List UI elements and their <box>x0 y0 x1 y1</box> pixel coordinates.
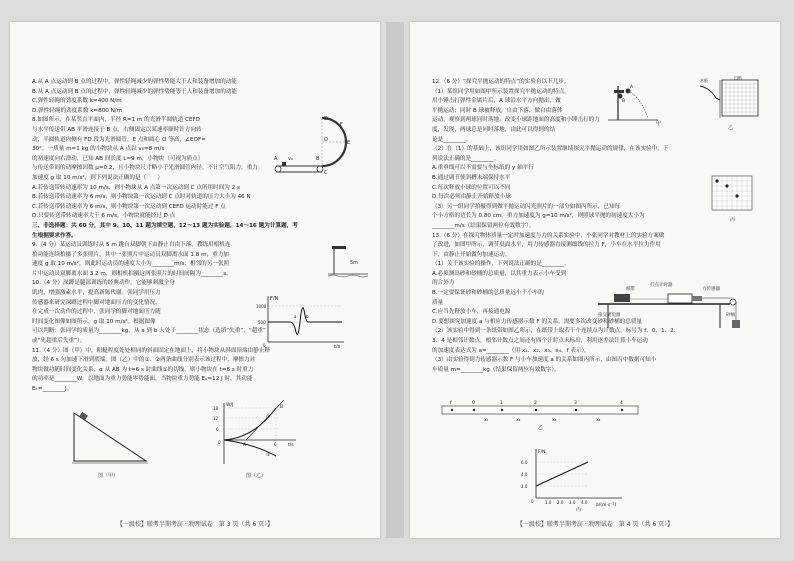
segment-x3: x₃ <box>552 418 557 423</box>
origin: 0 <box>263 343 266 348</box>
question-11-line: Eₖ=________J。 <box>32 386 73 392</box>
question-12-line: ________m/s（结果保留两位有效数字）。 <box>432 222 535 229</box>
y-axis-label: W/J <box>226 403 234 408</box>
question-8-line: 的初速度向右滑动，已知 AB 间长度 L=9 m，小物块（可视为质点） <box>32 155 204 162</box>
question-11-line: 11.（4 分）图（甲）中，粗糙程度处处相同的斜面固定在地面上，将小物块从斜面顶端由静止释 <box>32 347 270 354</box>
figure-12-bing <box>710 174 754 214</box>
question-12-line: 度，发现，两球总是同时落地，由此可以得到的结 <box>432 126 556 133</box>
tick-0: 0 <box>472 401 475 406</box>
page-footer: 【一级校】联考半期考高三物理试卷 第 3 页（共 6 页）】 <box>116 521 274 528</box>
text-line: C.弹性轻绳的劲度系数 k=400 N/m <box>32 98 122 105</box>
y-axis-label: F/N <box>270 296 279 302</box>
question-13-line: （1）关于该实验的操作，下列说法正确的是________。 <box>432 261 570 268</box>
label-a: A <box>630 85 634 90</box>
figure-12-yi <box>696 76 762 122</box>
page-3 <box>10 22 380 538</box>
option-b-cont: 质量 <box>432 299 444 306</box>
question-8-line: 8.如图所示，在某竖直平面内，半径 R=1 m 的光滑半圆轨道 CEFD <box>32 117 201 124</box>
question-13-line: 了改进，如图甲所示，调节桌面水平，用力传感器直接测细线的拉力 F，小车在水平拉力作用 <box>432 242 661 249</box>
figure-13-yi-tape <box>440 400 640 424</box>
option-b: B.通过调节使斜槽末端保持水平 <box>432 174 511 181</box>
label-c: C <box>324 170 328 176</box>
question-9-line: 拍功能连续拍摄了多张照片，其中一张照片中运动员双脚离水面 1.8 m，重力加 <box>32 251 229 258</box>
x-tick-3: 3.0 <box>569 500 576 505</box>
figure-11-yi-caption: 图（乙） <box>246 473 267 479</box>
figure-13-bing-caption: 丙 <box>576 507 582 513</box>
question-9-line: 速度 g 取 10 m/s²，则此时运动员的速度大小为________m/s；相邻的另一张照 <box>32 261 230 268</box>
question-10-line: 在完成一次动作的过程中，张同学的脚对地面压力随 <box>32 309 161 316</box>
question-12-line: （3）另一组同学拍摄得到做平抛运动闪光照片的一部分如图丙所示，已知每 <box>432 203 621 210</box>
segment-x4: x₄ <box>596 418 601 423</box>
section-heading: 生根据要求作答。 <box>32 232 77 239</box>
figure-13-yi-caption: 乙 <box>538 425 544 431</box>
question-10-line: 时间变化图像如图所示，g 取 10 m/s²。根据图像 <box>32 318 156 325</box>
x-axis-label: t/s <box>334 344 341 348</box>
y-tick: 1000 <box>256 304 267 309</box>
figure-11-incline <box>70 407 150 467</box>
binding-gutter <box>386 22 404 538</box>
option-a: A.重垂线可以不需要与坐标纸的 y 轴平行 <box>432 165 534 172</box>
option-d: D.只要传送带转动速率大于 6 m/s，小物块就能经过 D 点 <box>32 213 176 220</box>
question-10-line: 传感器来研究深蹲过程中脚对地面压力的变化情况， <box>32 299 161 306</box>
question-10-line: 可以判断：张同学的质量为________kg，从 a 到 b 人处于________状态（选填“失重”、“超重” <box>32 328 266 335</box>
question-13-line: 3、4 是相邻计数点，相邻计数点之间还有四个计时点未标出，利用逐差法计算小车运动 <box>432 338 648 345</box>
question-11-line: 放，经 6 s 匀加速下滑到底端。图（乙）中的①、②两条曲线分别表示该过程中，摩擦力对 <box>32 357 256 364</box>
question-11-line: 的功率是________W。以地面为重力势能零势能面，当物块重力势能 Eₚ=12 J 时，其动能 <box>32 376 253 383</box>
x-tick-4: 4.0 <box>581 500 588 505</box>
question-8-line: 加速度 g 取 10 m/s²，则下列说法正确的是（ ） <box>32 174 163 181</box>
question-12-line: 列说法正确的是________。 <box>432 155 500 162</box>
tick-3: 3 <box>574 401 577 406</box>
tick-2: 2 <box>534 401 537 406</box>
figure-11-work-graph <box>210 400 300 466</box>
label-board: 木板 <box>700 78 708 83</box>
figure-bing-caption: 丙 <box>730 217 736 223</box>
x-axis-label: t/s <box>288 443 294 448</box>
label-b: B <box>316 156 320 162</box>
question-13-line: 13.（6 分）在探究物体质量一定时加速度与力的关系实验中，小张同学对教材上的实验方案做 <box>432 232 665 239</box>
origin: 0 <box>531 499 534 504</box>
curve-2: ② <box>266 453 271 458</box>
y-tick-6: 6.0 <box>521 460 528 465</box>
question-13-line: （3）由实验得到力传感器示数 F 与小车加速度 a 的关系如图丙所示，由图丙中数据可知小 <box>432 357 657 364</box>
question-8-line: 30°。一质量 m=1 kg 的小物块从 A 点以 v₀=8 m/s <box>32 146 165 153</box>
option-a: A.必须测出砂和砂桶的总质量，以其重力表示小车受到 <box>432 270 567 277</box>
question-12-line: 运动。观察到两球同时落地，改变小球距地面的高度和小锤击打的力 <box>432 117 600 124</box>
option-a: A.若传送带转动速率为 10 m/s，则小物块从 A 点第一次运动到 C 点所用时间为 2 s <box>32 184 240 191</box>
figure-9-platform <box>328 244 368 280</box>
point-a: A <box>243 443 247 448</box>
label-paper: 白纸 <box>734 76 742 80</box>
y-tick-4: 4.0 <box>521 472 528 477</box>
question-12-line: 12.（6 分）“探究平抛运动的特点”的实验有以下几步。 <box>432 79 570 85</box>
y-tick-2: 2.0 <box>521 484 528 489</box>
text-line: B.从 A 点运动到 B 点的过程中，弹性轻绳减少的弹性势能等于人和装备增加的动能 <box>32 88 237 95</box>
question-11-line: 物块做功随时间变化关系，α 从 AB 为 t=6 s 时曲线①的切线，则小物块在 t=6 s 时重力 <box>32 366 254 373</box>
figure-jia-caption: 甲 <box>656 121 662 127</box>
option-b: B.若传送带转动速率为 6 m/s，则小物块第一次运动到 C 点时对轨道的压力大小为 46 N <box>32 194 251 201</box>
question-8-line: 动，半圆轨道内侧有 FD 段为光滑圆管，E 点和圆心 O 等高，∠EOF= <box>32 136 206 143</box>
x-tick-1: 1.0 <box>545 500 552 505</box>
y-tick-6: 6 <box>216 427 219 432</box>
segment-x2: x₂ <box>516 418 521 423</box>
question-10-line: 肌肉，增强激素水平，提高新陈代谢。张同学用压力 <box>32 290 161 297</box>
tick-1: 1 <box>500 401 503 406</box>
option-d: D.每次必须由静止开始释放小球 <box>432 194 511 201</box>
question-13-line: （2）该实验中得到一条纸带如图乙所示，在纸带上取若干个连续点为计数点，标号为 f、0、1、2、 <box>432 328 680 335</box>
tick-4: 4 <box>620 401 623 406</box>
question-12-line: 平抛运动；同时 B 球被释放，自由下落，做自由落体 <box>432 107 563 114</box>
question-13-line: 的加速度表达式为 a=________（用 x₁、x₂、x₃、x₄、f 表示）。 <box>432 347 590 354</box>
question-8-line: 与传送带间的动摩擦因数 μ=0.2，且小物块尺寸略小于光滑圆管内径。不计空气阻力，重力 <box>32 165 258 172</box>
figure-yi-caption: 乙 <box>728 125 734 131</box>
x-tick-6: 6 <box>274 442 277 447</box>
question-12-line: （1）某组同学用如图甲所示装置探究平抛运动的特点。 <box>432 88 570 95</box>
label-o: O <box>324 137 328 143</box>
question-9-line: 9.（4 分）某运动员训练时从 5 m 跳台双脚朝下由静止自由下落，教练用相机连 <box>32 242 231 249</box>
point-b: b <box>306 314 309 319</box>
question-13-line: 下，由静止开始做匀加速运动。 <box>432 251 511 258</box>
x-axis-label: a/(m·s⁻²) <box>596 503 617 508</box>
option-c: C.每次释放小球的位置可以不同 <box>432 184 511 191</box>
question-9-line: 片中运动员双脚离水面 3.2 m，则相机拍摄这两张照片的时间间隔为________s。 <box>32 270 232 277</box>
figure-12-jia <box>608 82 658 122</box>
tick-f: f <box>450 401 452 406</box>
figure-11-jia-caption: 图（甲） <box>98 473 119 479</box>
question-12-line: （2）在（1）的基础上，该组同学用如图乙所示装置继续探究平抛运动的规律，在该实验中，下 <box>432 146 669 153</box>
segment-x1: x₁ <box>484 418 489 423</box>
point-b: B <box>280 405 284 410</box>
section-heading: 三、非选择题：共 60 分，其中 9、10、11 题为填空题，12～13 题为实验题，14～16 题为计算题，考 <box>32 222 298 229</box>
option-d: D.要想探究加速度 a 与相应力传感器示数 F 的关系，需要多次改变砂和砂桶的总质量 <box>432 318 643 325</box>
label-e: E <box>347 140 351 146</box>
text-line: A.从 A 点运动到 B 点的过程中，弹性轻绳减少的弹性势能大于人和装备增加的动能 <box>32 79 237 85</box>
question-12-line: 个小方格的边长为 0.80 cm，重力加速度为 g=10 m/s²，则照球平抛的初速度大小为 <box>432 213 645 220</box>
label-timer: 打点计时器 <box>650 283 673 288</box>
figure-10-force-graph <box>256 292 348 348</box>
question-10-line: 10.（4 分）深蹲是腿部训练的经典动作，它能够刺激全身 <box>32 280 175 287</box>
label-b: B <box>622 99 626 104</box>
label-sensor: 力传感器 <box>702 287 720 292</box>
figure-13-bing-graph <box>518 446 628 508</box>
option-b: B.一定要保证砂和砂桶的总质量远小于小车的 <box>432 290 544 297</box>
question-8-line: 与水平传送带 AB 平滑连接于 B 点，右侧固定以某速率顺时针方向转 <box>32 126 202 133</box>
label-d: D <box>324 116 328 122</box>
text-line: D.弹性轻绳的劲度系数 k=800 N/m <box>32 107 123 114</box>
question-10-line: 或“先超重后失重”）。 <box>32 338 86 345</box>
figure-8-track <box>272 114 352 176</box>
option-a-cont: 的合外力 <box>432 280 455 287</box>
label-5m: 5m <box>350 260 359 266</box>
label-tape: 纸带 <box>626 287 635 292</box>
y-tick-0: 0 <box>218 440 221 445</box>
page-4 <box>410 22 780 538</box>
y-tick: 500 <box>258 320 266 325</box>
x-tick-2: 2.0 <box>557 500 564 505</box>
curve-1: ① <box>266 415 271 420</box>
label-power: 接交流电源 <box>598 313 621 318</box>
y-tick-12: 12 <box>213 416 219 421</box>
label-a: A <box>274 156 278 162</box>
page-footer: 【一级校】联考半期考高三物理试卷 第 4 页（共 6 页）】 <box>516 521 674 528</box>
y-tick-18: 18 <box>213 406 219 411</box>
label-f: F <box>340 122 343 128</box>
option-c: C.应当先释放小车，再接通电源 <box>432 309 511 316</box>
y-axis-label: F/N <box>538 450 546 455</box>
option-c: C.若传送带转动速率为 6 m/s，则小物块第一次运动到 CEFD 运动时能过 F 点 <box>32 203 226 210</box>
label-sand: 砂桶 <box>726 313 735 318</box>
figure-13-jia <box>594 280 744 332</box>
question-12-line: 论是________。 <box>432 136 472 143</box>
question-13-line: 车质量 m=________kg（结果保留两位有效数字）。 <box>432 366 560 373</box>
label-v0: v₀ <box>288 156 293 162</box>
point-a: a <box>294 314 297 319</box>
question-12-line: 用小锤击打弹性金属片后，A 球沿水平方向抛出，做 <box>432 98 561 105</box>
